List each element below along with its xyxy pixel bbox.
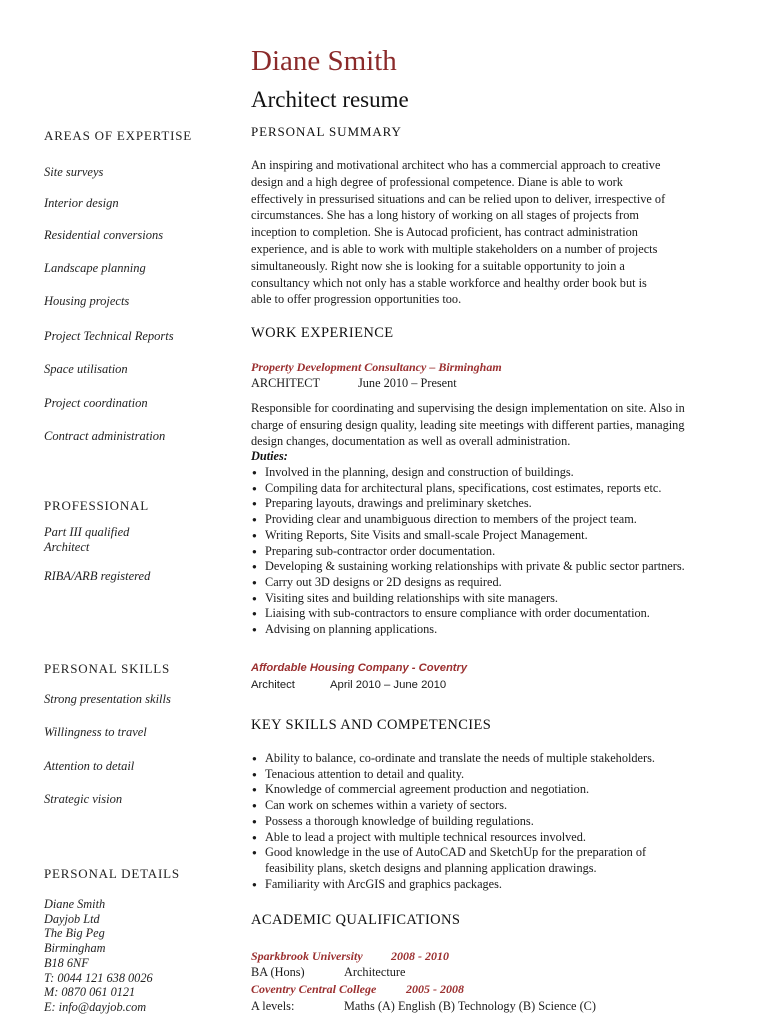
expertise-item: Landscape planning — [44, 261, 146, 275]
details-phone: T: 0044 121 638 0026 — [44, 970, 153, 985]
expertise-item: Site surveys — [44, 165, 104, 179]
key-skill-item: ● Familiarity with ArcGIS and graphics packages. — [251, 877, 731, 893]
degree: BA (Hons) — [251, 965, 305, 979]
summary-line: inception to completion. She is Autocad proficient, has contract administration — [251, 225, 638, 240]
duty-item: ● Providing clear and unambiguous direction to members of the project team. — [251, 512, 731, 528]
details-company: Dayjob Ltd — [44, 911, 100, 926]
job1-role-line — [251, 376, 457, 391]
duty-item: ● Involved in the planning, design and construction of buildings. — [251, 465, 731, 481]
job1-dates: June 2010 – Present — [358, 376, 457, 390]
duty-item: ● Preparing layouts, drawings and preliminary sketches. — [251, 496, 731, 512]
skills-item: Attention to detail — [44, 759, 135, 773]
duty-item: ● Visiting sites and building relationships with site managers. — [251, 591, 731, 607]
resume-name: Diane Smith — [251, 45, 397, 77]
summary-line: circumstances. She has a long history of working on all stages of projects from — [251, 208, 639, 223]
summary-line: simultaneously. Right now she is looking for a suitable opportunity to join a — [251, 258, 625, 273]
duty-item: ● Liaising with sub-contractors to ensure compliance with order documentation. — [251, 606, 731, 622]
job1-description — [251, 400, 721, 450]
summary-heading: PERSONAL SUMMARY — [251, 124, 402, 139]
key-skill-item: ● Can work on schemes within a variety of sectors. — [251, 798, 731, 814]
expertise-item: Space utilisation — [44, 362, 128, 376]
expertise-item: Contract administration — [44, 429, 166, 443]
key-skill-text: Good knowledge in the use of AutoCAD and SketchUp for the preparation of — [265, 845, 647, 860]
expertise-item: Project Technical Reports — [44, 329, 174, 343]
duties-label: Duties: — [251, 449, 288, 463]
summary-line: An inspiring and motivational architect who has a commercial approach to creative — [251, 158, 661, 172]
expertise-item: Residential conversions — [44, 228, 164, 242]
summary-line: able to offer progression opportunities too. — [251, 292, 462, 307]
details-postcode: B18 6NF — [44, 955, 89, 970]
school2-dates: 2005 - 2008 — [406, 982, 464, 996]
professional-item: RIBA/ARB registered — [44, 569, 151, 583]
job1-desc-line: Responsible for coordinating and supervising the design implementation on site. Also in — [251, 401, 685, 415]
details-city: Birmingham — [44, 941, 106, 956]
details-name: Diane Smith — [44, 897, 106, 911]
skills-heading: PERSONAL SKILLS — [44, 661, 171, 676]
key-skill-item: ● Ability to balance, co-ordinate and translate the needs of multiple stakeholders. — [251, 751, 731, 767]
alevels-grades: Maths (A) English (B) Technology (B) Science (C) — [344, 999, 596, 1013]
skills-item: Strong presentation skills — [44, 692, 171, 706]
duties-list — [251, 465, 731, 638]
experience-heading: WORK EXPERIENCE — [251, 325, 394, 341]
school2-name: Coventry Central College — [251, 982, 377, 996]
job2-role: Architect — [251, 679, 295, 691]
key-skills-heading: KEY SKILLS AND COMPETENCIES — [251, 717, 492, 733]
job2-company: Affordable Housing Company - Coventry — [251, 662, 468, 674]
duty-item: ● Preparing sub-contractor order documentation. — [251, 544, 731, 560]
resume-title: Architect resume — [251, 87, 409, 112]
job2-dates: April 2010 – June 2010 — [330, 679, 447, 691]
key-skill-item — [251, 845, 731, 876]
academic-heading: ACADEMIC QUALIFICATIONS — [251, 912, 461, 928]
school1-name: Sparkbrook University — [251, 949, 363, 963]
duty-item: ● Compiling data for architectural plans, specifications, cost estimates, reports etc. — [251, 481, 731, 497]
job1-role: ARCHITECT — [251, 376, 320, 390]
duty-item: ● Carry out 3D designs or 2D designs as required. — [251, 575, 731, 591]
duty-item: ● Developing & sustaining working relationships with private & public sector partners. — [251, 559, 731, 575]
professional-item: Part III qualified — [44, 525, 130, 539]
key-skill-text-cont: feasibility plans, sketch designs and planning application drawings. — [265, 860, 597, 875]
job2-role-line — [251, 679, 447, 691]
key-skills-list — [251, 751, 731, 892]
summary-line: experience, and is able to work with multiple stakeholders on a number of projects — [251, 241, 658, 256]
duty-item: ● Advising on planning applications. — [251, 622, 731, 638]
details-email: E: info@dayjob.com — [44, 999, 147, 1014]
professional-heading: PROFESSIONAL — [44, 498, 149, 513]
summary-line: design and a high degree of professional competence. Diane is able to work — [251, 174, 623, 189]
key-skill-item: ● Able to lead a project with multiple technical resources involved. — [251, 830, 731, 846]
details-heading: PERSONAL DETAILS — [44, 866, 180, 881]
details-street: The Big Peg — [44, 926, 105, 941]
key-skill-item: ● Tenacious attention to detail and quality. — [251, 767, 731, 783]
professional-item: Architect — [44, 540, 90, 554]
key-skill-item: ● Knowledge of commercial agreement production and negotiation. — [251, 782, 731, 798]
summary-paragraph — [251, 157, 721, 308]
job1-desc-line: design changes, documentation as well as overall administration. — [251, 434, 571, 448]
key-skill-item: ● Possess a thorough knowledge of building regulations. — [251, 814, 731, 830]
expertise-item: Interior design — [44, 196, 119, 210]
job1-desc-line: charge of ensuring design quality, leading site meetings with different parties, managing — [251, 417, 685, 432]
summary-line: effectively in pressurised situations and can be relied upon to deliver, irrespective of — [251, 191, 666, 206]
summary-line: consultancy which not only has a stable workforce and healthy order book but is — [251, 275, 647, 290]
skills-item: Strategic vision — [44, 792, 123, 806]
degree-subject: Architecture — [344, 965, 406, 979]
expertise-item: Project coordination — [44, 396, 148, 410]
school1-dates: 2008 - 2010 — [391, 949, 449, 963]
expertise-item: Housing projects — [44, 294, 130, 308]
duty-item: ● Writing Reports, Site Visits and small-scale Project Management. — [251, 528, 731, 544]
alevels-label: A levels: — [251, 999, 295, 1013]
details-mobile: M: 0870 061 0121 — [44, 985, 136, 1000]
personal-details — [44, 897, 153, 1015]
job1-company: Property Development Consultancy – Birmingham — [251, 360, 502, 374]
expertise-heading: AREAS OF EXPERTISE — [44, 128, 192, 143]
skills-item: Willingness to travel — [44, 725, 147, 739]
